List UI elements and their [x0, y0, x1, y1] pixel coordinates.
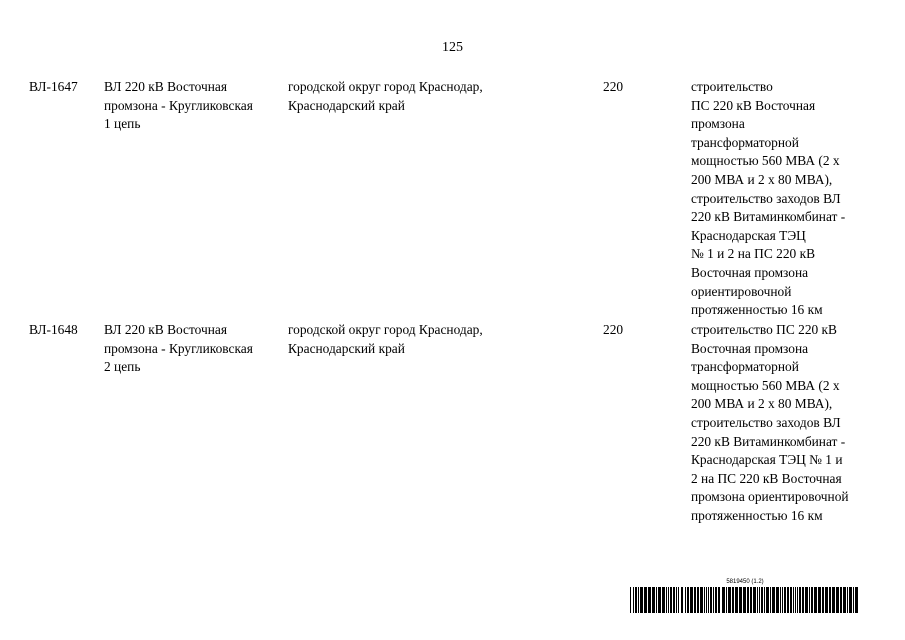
barcode-bars: [630, 587, 860, 613]
barcode: [630, 579, 860, 614]
barcode-label: 5819450 (1.2): [726, 579, 764, 585]
line-purpose: строительство ПС 220 кВ Восточная промзона трансформаторной мощностью 560 МВА (2 х 200 МВА и 2 х 80 МВА), строительство заходов ВЛ 220 кВ Витаминкомбинат - Краснодарская ТЭЦ № 1 и 2 на ПС 220 кВ Восточная промзона ориентировочной протяженностью 16 км: [691, 79, 846, 318]
line-location: городской округ город Краснодар, Краснодарский край: [288, 322, 483, 356]
line-name: ВЛ 220 кВ Восточная промзона - Кругликовская 1 цепь: [104, 79, 253, 132]
line-code: ВЛ-1648: [29, 322, 78, 337]
line-voltage: 220: [603, 322, 624, 337]
line-location: городской округ город Краснодар, Краснодарский край: [288, 79, 483, 113]
line-voltage: 220: [603, 79, 624, 94]
line-purpose: строительство ПС 220 кВ Восточная промзона трансформаторной мощностью 560 МВА (2 х 200 МВА и 2 х 80 МВА), строительство заходов ВЛ 220 кВ Витаминкомбинат - Краснодарская ТЭЦ № 1 и 2 на ПС 220 кВ Восточная промзона ориентировочной протяженностью 16 км: [691, 322, 849, 523]
line-name: ВЛ 220 кВ Восточная промзона - Кругликовская 2 цепь: [104, 322, 253, 375]
line-code: ВЛ-1647: [29, 79, 78, 94]
page-number: 125: [442, 40, 463, 55]
